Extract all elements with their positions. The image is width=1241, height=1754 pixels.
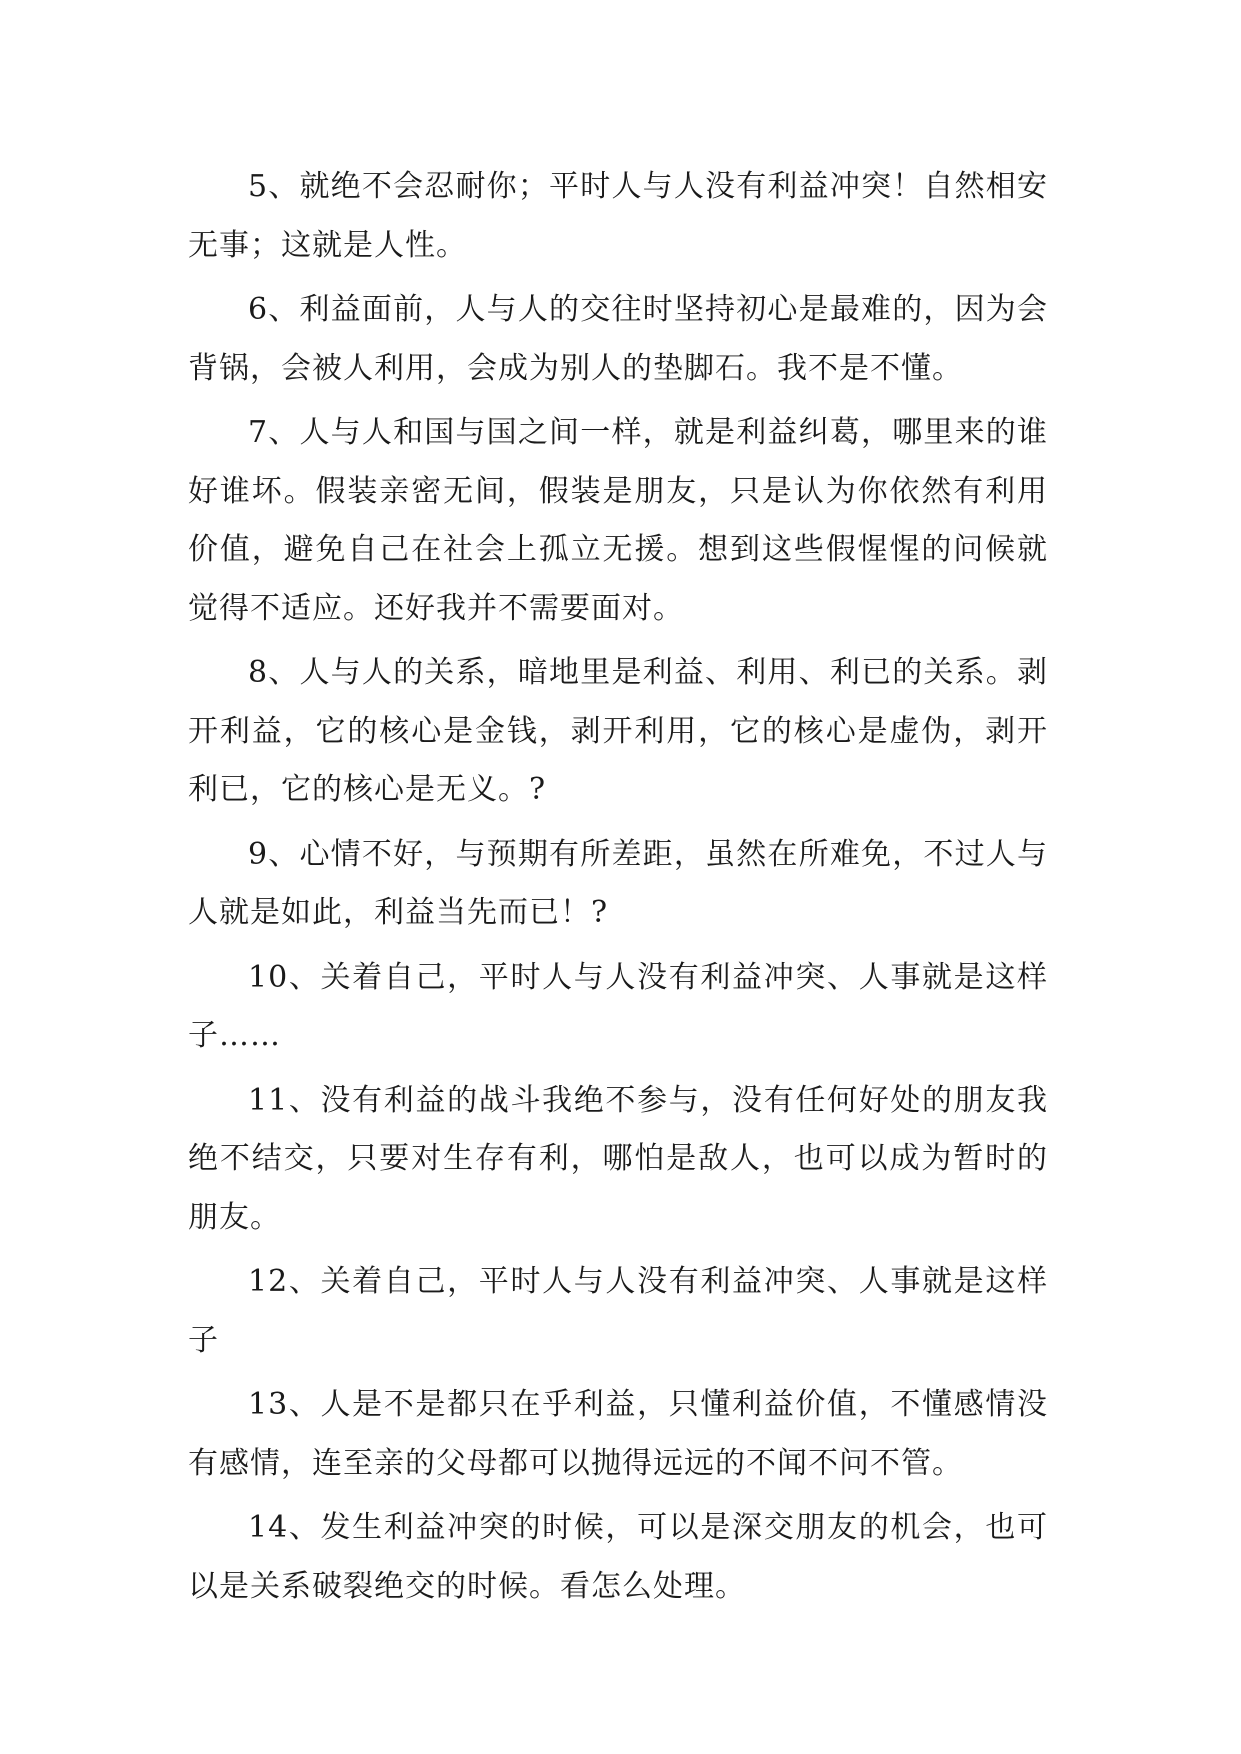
paragraph-12: 12、关着自己，平时人与人没有利益冲突、人事就是这样子: [188, 1264, 1048, 1358]
paragraph-10: 10、关着自己，平时人与人没有利益冲突、人事就是这样子……: [188, 959, 1048, 1053]
paragraph-5: 5、就绝不会忍耐你；平时人与人没有利益冲突！自然相安无事；这就是人性。: [188, 169, 1048, 263]
paragraph-7: 7、人与人和国与国之间一样，就是利益纠葛，哪里来的谁好谁坏。假装亲密无间，假装是朋友，只是认为你依然有利用价值，避免自己在社会上孤立无援。想到这些假惺惺的问候就觉得不适应。还好我并不需要面对。: [188, 415, 1048, 626]
paragraph-13: 13、人是不是都只在乎利益，只懂利益价值，不懂感情没有感情，连至亲的父母都可以抛得远远的不闻不问不管。: [188, 1387, 1048, 1481]
paragraph-9: 9、心情不好，与预期有所差距，虽然在所难免，不过人与人就是如此，利益当先而已！?: [188, 836, 1048, 930]
paragraph-14: 14、发生利益冲突的时候，可以是深交朋友的机会，也可以是关系破裂绝交的时候。看怎么处理。: [188, 1510, 1048, 1604]
paragraph-11: 11、没有利益的战斗我绝不参与，没有任何好处的朋友我绝不结交，只要对生存有利，哪怕是敌人，也可以成为暂时的朋友。: [188, 1082, 1048, 1235]
paragraph-8: 8、人与人的关系，暗地里是利益、利用、利已的关系。剥开利益，它的核心是金钱，剥开利用，它的核心是虚伪，剥开利已，它的核心是无义。?: [188, 655, 1048, 807]
paragraph-6: 6、利益面前，人与人的交往时坚持初心是最难的，因为会背锅，会被人利用，会成为别人的垫脚石。我不是不懂。: [188, 292, 1048, 386]
document-body: [188, 158, 1048, 1622]
